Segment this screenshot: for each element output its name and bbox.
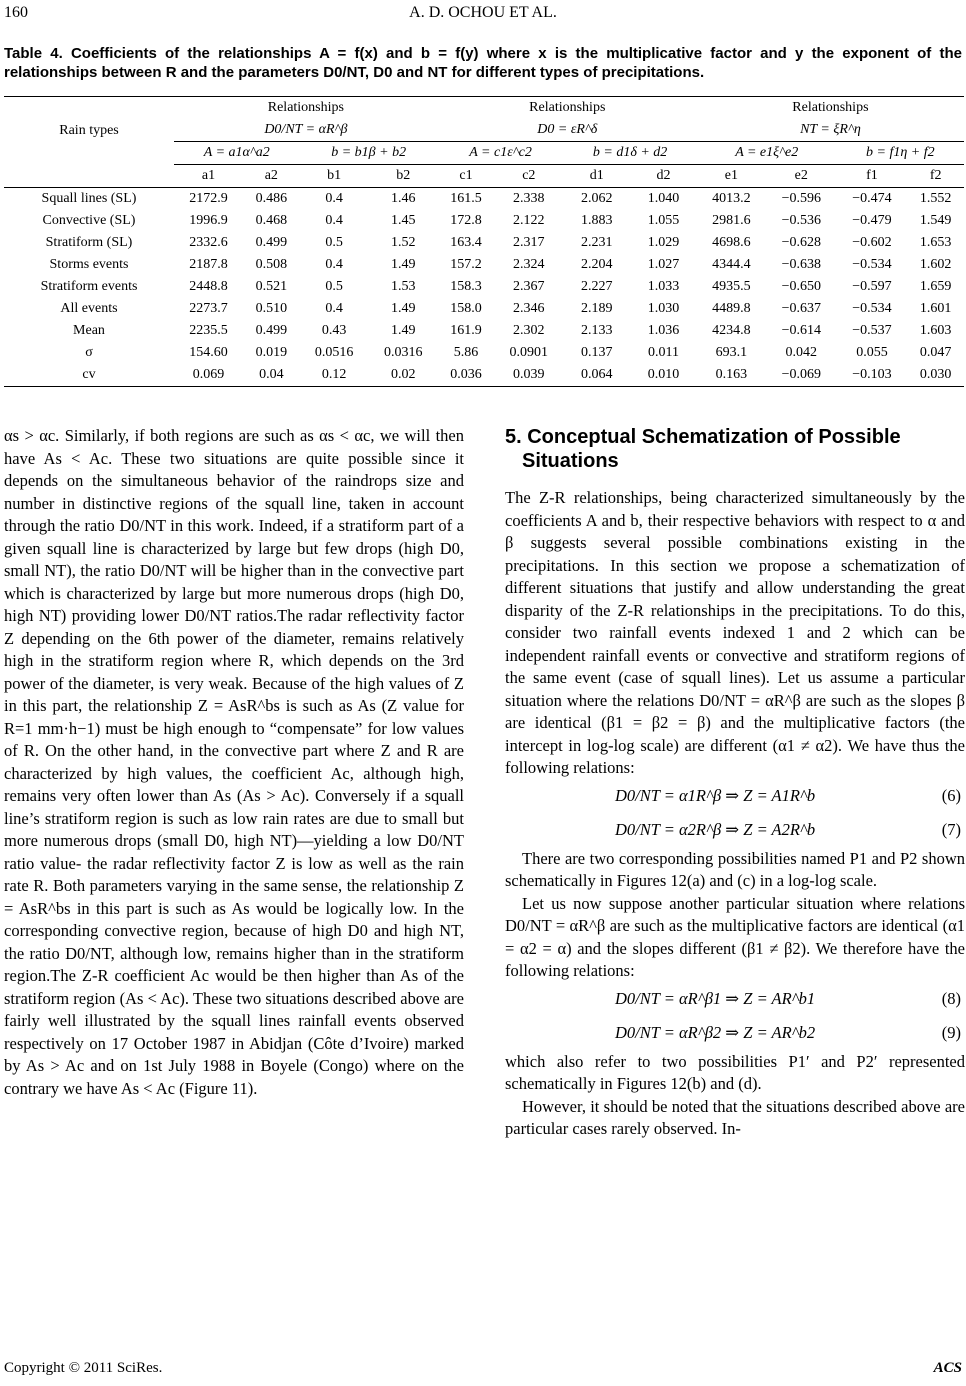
row-label: cv	[4, 364, 174, 387]
table-cell: 158.0	[450, 301, 482, 316]
table-cell: 2.338	[513, 191, 545, 206]
row-label: Stratiform (SL)	[45, 235, 133, 250]
table-row	[4, 276, 964, 298]
table-cell: 0.486	[255, 191, 288, 206]
table-cell: 0.4	[325, 301, 343, 316]
table-cell: 0.0516	[314, 345, 354, 360]
page-footer	[0, 1360, 966, 1382]
table-cell: −0.534	[852, 301, 892, 316]
table-cell: −0.474	[852, 191, 892, 206]
table-cell: 0.019	[255, 345, 288, 360]
table-cell: 0.43	[321, 323, 347, 338]
group-relation-1: D0 = εR^δ	[438, 119, 697, 142]
table-cell: −0.650	[781, 279, 821, 294]
table-cell: 2.204	[580, 257, 613, 272]
table-cell: 172.8	[450, 213, 482, 228]
group-title-0: Relationships	[174, 97, 438, 120]
table-cell: 0.011	[647, 345, 679, 360]
table-cell: −0.069	[766, 364, 837, 387]
row-label: All events	[60, 301, 118, 316]
group-relation-0: D0/NT = αR^β	[174, 119, 438, 142]
table-cell: 1996.9	[189, 213, 228, 228]
table-cell: −0.628	[781, 235, 821, 250]
row-label: Squall lines (SL)	[41, 191, 137, 206]
table-cell: 0.499	[255, 323, 288, 338]
table-cell: −0.596	[781, 191, 821, 206]
sub-relation-2-1: b = f1η + f2	[837, 142, 964, 165]
table-cell: 0.4	[325, 257, 343, 272]
section-title-line1: 5. Conceptual Schematization of Possible	[505, 426, 901, 448]
table-cell: 1.029	[647, 235, 680, 250]
table-cell: 0.0901	[509, 345, 549, 360]
table-cell: 1.49	[390, 301, 416, 316]
table-cell: 0.510	[255, 301, 288, 316]
table-cell: 1.601	[919, 301, 952, 316]
table-row	[4, 210, 964, 232]
table-cell: 1.49	[390, 323, 416, 338]
row-label: Mean	[73, 323, 105, 338]
table-cell: 0.042	[785, 345, 818, 360]
left-paragraph: αs > αc. Similarly, if both regions are such as αs < αc, we will then have As < Ac. These two situations are quite possible since it depends on the simultaneous behavior of the raindrops size and number in distinctive regions of the squall line, taken in account through the ratio D0/NT in this work. Indeed, if a stratiform part of a given squall line is characterized by large but few drops (high D0, small NT), the ratio D0/NT will be higher than in the convective part which is characterized by large but more numerous drops (high D0, high NT) providing lower D0/NT ratios.The radar reflectivity factor Z depending on the 6th power of the diameter, remains relatively high in the stratiform region where R, which depends on the 3rd power of the diameter, is very weak. Because of the high values of Z in this part, the relationship Z = AsR^bs is such as As (Z value for R=1 mm·h−1) must be high enough to “compensate” for low values of R. On the other hand, in the convective part where Z and R are characterized by high values, the coefficient Ac, although high, remains very often lower than As (As > Ac). Conversely if a squall line’s stratiform region is such as low rain rates are due to small but more numerous drops (small D0, high NT)―yielding a low D0/NT ratio value- the radar reflectivity factor Z is low as well as the rain rate R. Both parameters varying in the same sense, the relationship Z = AsR^bs in this part is such as As would be logically low. In the corresponding convective region, because of high D0 and high NT, the ratio D0/NT, although low, remains higher than in the stratiform region.The Z-R coefficient Ac would be then higher than As of the stratiform region (As < Ac). These two situations described above are fairly well illustrated by the squall lines rainfall events observed respectively on 17 October 1987 in Abidjan (Côte d’Ivoire) marked by As > Ac and on 1st July 1988 in Boyele (Congo) where on the contrary we have As < Ac (Figure 11).	[4, 426, 464, 1098]
table-cell: 0.137	[580, 345, 613, 360]
column-header-c1: c1	[438, 165, 495, 188]
paragraph-2: There are two corresponding possibilities named P1 and P2 shown schematically in Figures 12(a) and (c) in a log-log scale.	[505, 848, 965, 890]
group-relation-2: NT = ξR^η	[697, 119, 964, 142]
sub-relation-1-1: b = d1δ + d2	[563, 142, 697, 165]
row-label: Storms events	[49, 257, 129, 272]
equation-8-body: D0/NT = αR^β1 ⇒ Z = AR^b1	[615, 989, 816, 1009]
table-cell: 0.4	[325, 213, 343, 228]
table-cell: 1.45	[390, 213, 416, 228]
row-header-blank	[4, 165, 174, 188]
table-cell: 0.030	[907, 364, 964, 387]
table-cell: 2.346	[513, 301, 545, 316]
equation-8-number: (8)	[941, 989, 961, 1009]
table-cell: 4935.5	[712, 279, 751, 294]
table-cell: 2172.9	[189, 191, 228, 206]
table-cell: 2.231	[580, 235, 613, 250]
table-cell: 0.163	[697, 364, 766, 387]
table-cell: 2.227	[580, 279, 613, 294]
table-cell: 2448.8	[189, 279, 228, 294]
table-cell: 693.1	[715, 345, 748, 360]
table-cell: 1.53	[390, 279, 416, 294]
paragraph-5: However, it should be noted that the situations described above are particular cases rarely observed. In-	[505, 1096, 965, 1138]
table-cell: 2.189	[580, 301, 613, 316]
equation-7-number: (7)	[941, 820, 961, 840]
equation-6-body: D0/NT = α1R^β ⇒ Z = A1R^b	[615, 786, 816, 806]
row-label: Convective (SL)	[42, 213, 136, 228]
table-cell: −0.637	[781, 301, 821, 316]
table-cell: 1.659	[919, 279, 952, 294]
table-cell: 2.122	[513, 213, 545, 228]
column-header-e2: e2	[766, 165, 837, 188]
table-cell: −0.597	[852, 279, 892, 294]
table-cell: 1.036	[647, 323, 680, 338]
group-title-1: Relationships	[438, 97, 697, 120]
equation-9-number: (9)	[941, 1023, 961, 1043]
table-cell: 2.062	[580, 191, 613, 206]
equation-8	[505, 983, 965, 1017]
column-header-f2: f2	[907, 165, 964, 188]
table-cell: 1.49	[390, 257, 416, 272]
table-cell: 2.302	[513, 323, 545, 338]
table-cell: 1.653	[919, 235, 952, 250]
table-cell: 0.5	[325, 279, 343, 294]
group-title-2: Relationships	[697, 97, 964, 120]
column-header-e1: e1	[697, 165, 766, 188]
table-cell: 1.040	[647, 191, 680, 206]
table-cell: 0.010	[630, 364, 697, 387]
table-cell: 2332.6	[189, 235, 228, 250]
table-cell: 1.030	[647, 301, 680, 316]
table-cell: 1.602	[919, 257, 952, 272]
table-cell: 1.52	[390, 235, 416, 250]
table-cell: 0.02	[369, 364, 438, 387]
table-row	[4, 342, 964, 364]
table-cell: −0.103	[837, 364, 908, 387]
column-header-f1: f1	[837, 165, 908, 188]
column-header-b2: b2	[369, 165, 438, 188]
equation-7	[505, 814, 965, 848]
table-cell: 1.883	[580, 213, 613, 228]
table-cell: 1.549	[919, 213, 952, 228]
table-cell: 0.064	[563, 364, 630, 387]
row-label: Stratiform events	[40, 279, 138, 294]
table-cell: 0.047	[919, 345, 952, 360]
table-cell: 0.055	[856, 345, 888, 360]
sub-relation-2-0: A = e1ξ^e2	[697, 142, 837, 165]
table-row	[4, 298, 964, 320]
table-cell: 4344.4	[712, 257, 751, 272]
table-cell: 2981.6	[712, 213, 751, 228]
table-cell: 0.036	[438, 364, 495, 387]
table-cell: −0.479	[852, 213, 892, 228]
column-header-a2: a2	[243, 165, 300, 188]
table-cell: 1.46	[390, 191, 416, 206]
table-cell: 2.324	[513, 257, 545, 272]
table-cell: −0.602	[852, 235, 892, 250]
running-authors: A. D. OCHOU ET AL.	[409, 4, 557, 21]
paragraph-1: The Z-R relationships, being characterized simultaneously by the coefficients A and b, their respective behaviors with respect to α and β suggests several possible combinations existing in the precipitations. In this section we propose a schematization of different situations that justify and allow understanding the great disparity of the Z-R relationships in the precipitations. To do this, consider two rainfall events indexed 1 and 2 which can be independent rainfall events or convective and stratiform regions of the same event (case of squall lines). Let us assume a particular situation where the relations D0/NT = αR^β are such as the slopes β are identical (β1 = β2 = β) and the multiplicative factors (the intercept in log-log scale) are different (α1 ≠ α2). We have thus the following relations:	[505, 488, 965, 777]
table-cell: 5.86	[453, 345, 479, 360]
table-cell: 1.033	[647, 279, 680, 294]
column-header-d1: d1	[563, 165, 630, 188]
equation-9	[505, 1017, 965, 1051]
table-cell: 2.317	[513, 235, 545, 250]
table-cell: 0.521	[255, 279, 288, 294]
table-cell: 2187.8	[189, 257, 228, 272]
table-cell: 2273.7	[189, 301, 228, 316]
row-label: σ	[85, 345, 93, 360]
table-cell: 1.552	[919, 191, 952, 206]
table-cell: −0.536	[781, 213, 821, 228]
table-cell: 0.499	[255, 235, 288, 250]
table-cell: 0.12	[300, 364, 369, 387]
table-cell: 2235.5	[189, 323, 228, 338]
table-cell: 1.027	[647, 257, 680, 272]
table-cell: 0.039	[494, 364, 563, 387]
sub-relation-1-0: A = c1ε^c2	[438, 142, 564, 165]
equation-9-body: D0/NT = αR^β2 ⇒ Z = AR^b2	[615, 1023, 816, 1043]
table-cell: 4489.8	[712, 301, 751, 316]
equation-6-number: (6)	[941, 786, 961, 806]
table-cell: 157.2	[450, 257, 482, 272]
table-cell: 2.133	[580, 323, 613, 338]
table-cell: 0.5	[325, 235, 343, 250]
column-header-b1: b1	[300, 165, 369, 188]
equation-7-body: D0/NT = α2R^β ⇒ Z = A2R^b	[615, 820, 816, 840]
column-header-a1: a1	[174, 165, 243, 188]
sub-relation-0-1: b = b1β + b2	[300, 142, 438, 165]
table-row	[4, 254, 964, 276]
table-cell: 0.468	[255, 213, 288, 228]
left-column	[4, 425, 464, 1100]
table-cell: 2.367	[513, 279, 545, 294]
table-cell: 0.04	[243, 364, 300, 387]
column-header-c2: c2	[494, 165, 563, 188]
table-cell: 163.4	[450, 235, 482, 250]
table-cell: −0.614	[781, 323, 821, 338]
table-row	[4, 320, 964, 342]
equation-6	[505, 780, 965, 814]
table-cell: −0.537	[852, 323, 892, 338]
copyright: Copyright © 2011 SciRes.	[4, 1360, 163, 1376]
page-number: 160	[4, 4, 28, 21]
paragraph-4: which also refer to two possibilities P1′ and P2′ represented schematically in Figures 12(b) and (d).	[505, 1051, 965, 1093]
coefficients-table	[4, 96, 964, 387]
table-cell: 0.069	[174, 364, 243, 387]
table-cell: 4013.2	[712, 191, 751, 206]
section-title	[505, 425, 965, 473]
table-cell: 1.055	[647, 213, 680, 228]
journal-abbrev: ACS	[933, 1360, 962, 1376]
table-cell: 154.60	[189, 345, 228, 360]
column-header-d2: d2	[630, 165, 697, 188]
table-cell: 0.508	[255, 257, 288, 272]
right-column	[505, 425, 965, 1141]
table-row	[4, 232, 964, 254]
table-row	[4, 364, 964, 387]
table-cell: 0.0316	[383, 345, 423, 360]
section-title-line2: Situations	[522, 450, 619, 472]
sub-relation-0-0: A = a1α^a2	[174, 142, 300, 165]
paragraph-3: Let us now suppose another particular situation where relations D0/NT = αR^β are such as the multiplicative factors are identical (α1 = α2 = α) and the slopes different (β1 ≠ β2). We therefore have the following relations:	[505, 893, 965, 980]
table-row	[4, 188, 964, 211]
table-caption: Table 4. Coefficients of the relationships A = f(x) and b = f(y) where x is the multiplicative factor and y the exponent of the relationships between R and the parameters D0/NT, D0 and NT for different types of precipitations.	[4, 45, 962, 81]
table-cell: 1.603	[919, 323, 952, 338]
page-header	[0, 4, 966, 26]
row-header: Rain types	[4, 97, 174, 165]
table-cell: 0.4	[325, 191, 343, 206]
table-cell: 4234.8	[712, 323, 751, 338]
table-cell: −0.534	[852, 257, 892, 272]
table-cell: 161.9	[450, 323, 482, 338]
table-cell: 161.5	[450, 191, 482, 206]
table-cell: −0.638	[781, 257, 821, 272]
table-cell: 158.3	[450, 279, 482, 294]
table-cell: 4698.6	[712, 235, 751, 250]
